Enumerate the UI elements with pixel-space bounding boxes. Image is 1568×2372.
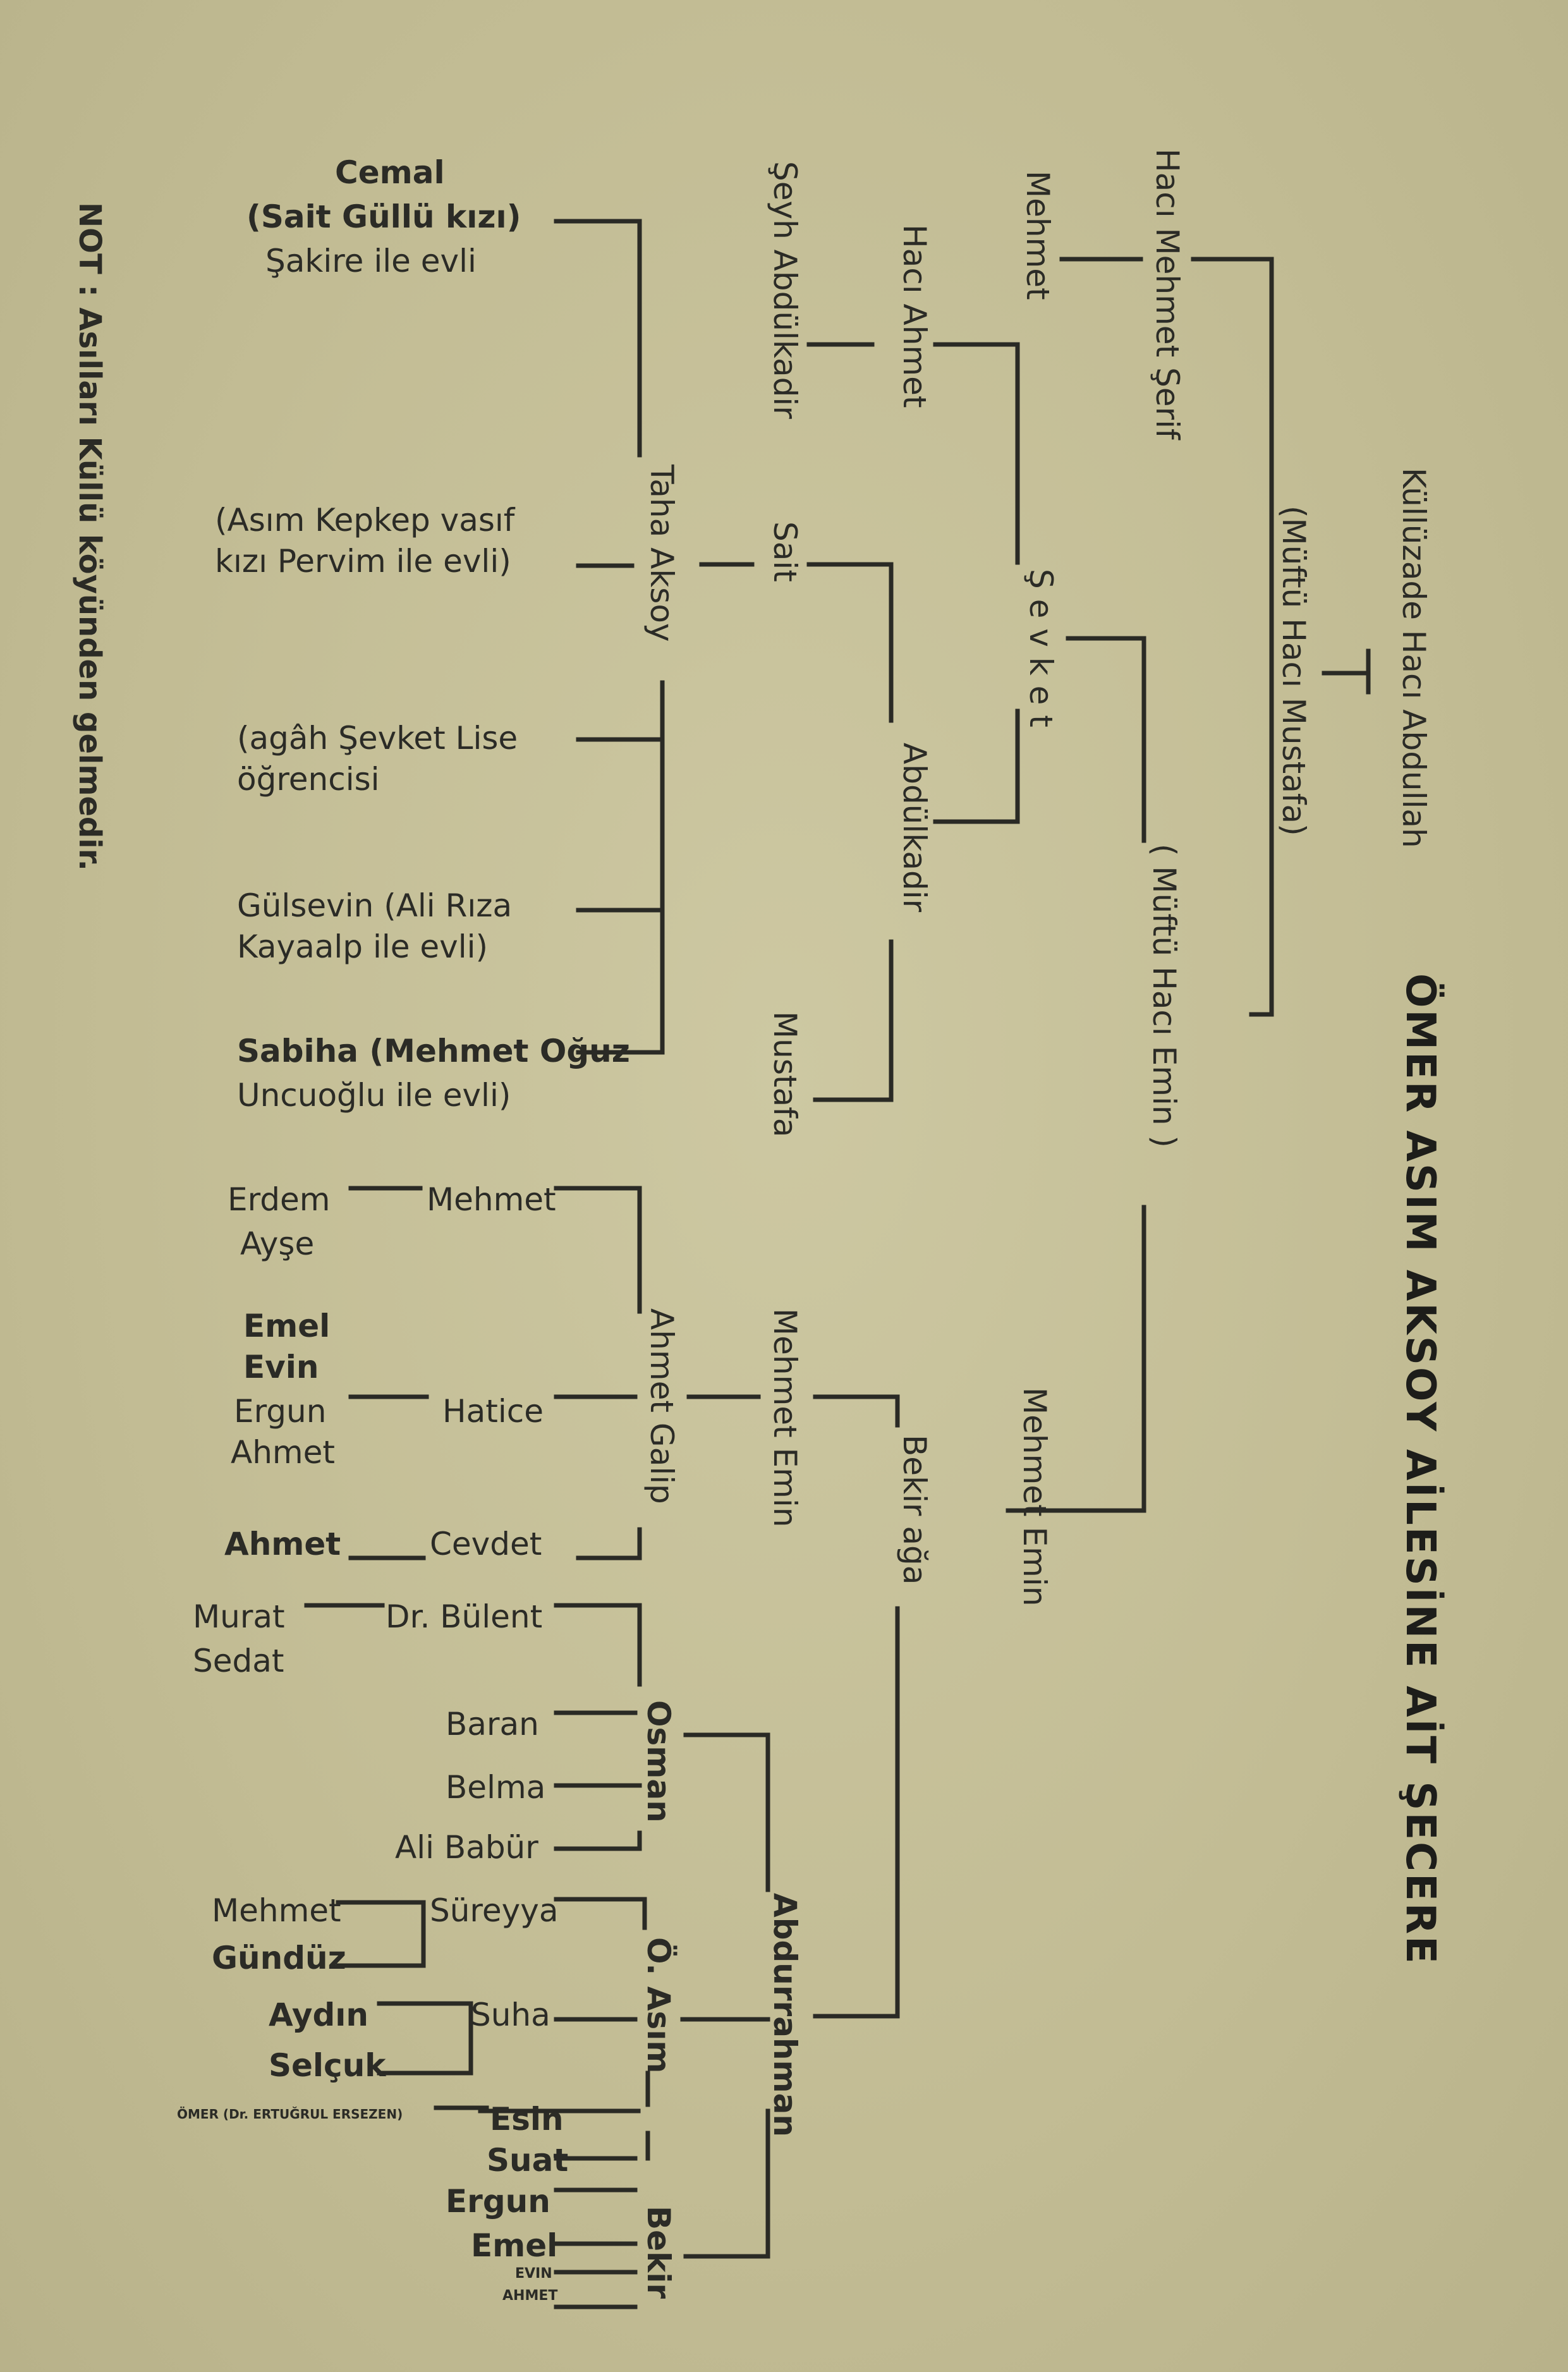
cevdet: Cevdet <box>430 1526 542 1562</box>
erdem: Erdem <box>228 1181 331 1218</box>
page-title: ÖMER ASIM AKSOY AİLESİNE AİT ŞECERE <box>1397 973 1443 1966</box>
haci-ahmet: Hacı Ahmet <box>896 224 933 408</box>
ahmet-galip: Ahmet Galip <box>643 1308 680 1504</box>
sabiha-line2: Uncuoğlu ile evli) <box>237 1077 511 1114</box>
seyh-abdulkadir: Şeyh Abdülkadir <box>767 161 803 419</box>
esin: Esin <box>490 2101 564 2138</box>
selcuk: Selçuk <box>269 2047 386 2084</box>
ayse: Ayşe <box>240 1226 315 1262</box>
bekir-aga: Bekir ağa <box>896 1435 933 1585</box>
cemal-spouse-line2: Şakire ile evli <box>265 243 477 279</box>
line-galip-children <box>556 1188 640 1558</box>
mustafa: Mustafa <box>767 1011 803 1138</box>
cemal: Cemal <box>335 154 445 191</box>
bekir: Bekir <box>640 2206 677 2299</box>
line-abdurrahman <box>686 2111 768 2256</box>
asim-kepkep-line2: kızı Pervim ile evli) <box>215 543 511 580</box>
abdulkadir: Abdülkadir <box>896 743 933 913</box>
emel: Emel <box>243 1308 331 1344</box>
bekir-emel: Emel <box>471 2227 558 2264</box>
abdurrahman: Abdurrahman <box>767 1893 803 2137</box>
hatice: Hatice <box>442 1393 544 1430</box>
aydin: Aydın <box>269 1997 369 2033</box>
line-sureyya-kids <box>338 1902 423 1966</box>
line-founder <box>1324 651 1368 692</box>
sedat: Sedat <box>193 1643 284 1679</box>
bekir-ergun: Ergun <box>446 2183 550 2220</box>
line-abdulkadir <box>809 564 891 1100</box>
note: NOT : Asılları Küllü köyünden gelmedir. <box>72 202 107 871</box>
baran: Baran <box>446 1706 539 1743</box>
mehmet-emin-2: Mehmet Emin <box>767 1308 803 1528</box>
belma: Belma <box>446 1769 546 1806</box>
sevket: Ş e v k e t <box>1023 569 1059 727</box>
asim-kepkep-line1: (Asım Kepkep vasıf <box>215 502 515 538</box>
ahmet-2: Ahmet <box>224 1526 341 1562</box>
cemal-spouse-line1: (Sait Güllü kızı) <box>246 198 521 235</box>
agah-line2: öğrencisi <box>237 761 380 798</box>
murat: Murat <box>193 1598 285 1635</box>
gulsevin-line2: Kayaalp ile evli) <box>237 928 489 965</box>
line-bekir-aga <box>815 1397 897 2016</box>
mufti-mustafa: (Müftü Hacı Mustafa) <box>1275 506 1312 836</box>
suha: Suha <box>471 1997 550 2033</box>
bekir-ahmet: AHMET <box>502 2288 558 2304</box>
line-emin <box>1068 638 1144 1511</box>
osman: Osman <box>640 1700 677 1823</box>
line-suha-kids <box>379 2004 471 2073</box>
mufti-emin: ( Müftü Hacı Emin ) <box>1146 844 1182 1148</box>
gunduz: Gündüz <box>212 1940 346 1976</box>
line-osman-children <box>556 1605 640 1849</box>
line-mustafa-bracket <box>1193 259 1272 1014</box>
founder: Küllüzade Hacı Abdullah <box>1395 468 1432 848</box>
ergun: Ergun <box>234 1393 327 1430</box>
taha-aksoy: Taha Aksoy <box>643 465 680 642</box>
o-asim: Ö. Asım <box>640 1937 677 2074</box>
ali-babur: Ali Babür <box>395 1829 538 1866</box>
suat: Suat <box>487 2142 569 2179</box>
line-osman-abdurrahman <box>686 1735 768 1890</box>
sabiha-line1: Sabiha (Mehmet Oğuz <box>237 1033 630 1069</box>
gulsevin-line1: Gülsevin (Ali Rıza <box>237 887 513 924</box>
mehmet: Mehmet <box>1019 171 1056 300</box>
mehmet-emin-1: Mehmet Emin <box>1016 1387 1053 1607</box>
galip-mehmet: Mehmet <box>427 1181 556 1218</box>
asim-mehmet: Mehmet <box>212 1892 341 1929</box>
haci-mehmet-serif: Hacı Mehmet Şerif <box>1149 149 1186 440</box>
evin: Evin <box>243 1349 319 1385</box>
sureyya: Süreyya <box>430 1892 559 1929</box>
bekir-evin: EVIN <box>515 2266 552 2282</box>
agah-line1: (agâh Şevket Lise <box>237 720 518 757</box>
dr-bulent: Dr. Bülent <box>386 1598 543 1635</box>
omer-ersezen: ÖMER (Dr. ERTUĞRUL ERSEZEN) <box>177 2107 403 2122</box>
line-sevket <box>935 344 1018 822</box>
ahmet: Ahmet <box>231 1434 335 1471</box>
sait: Sait <box>767 521 803 582</box>
